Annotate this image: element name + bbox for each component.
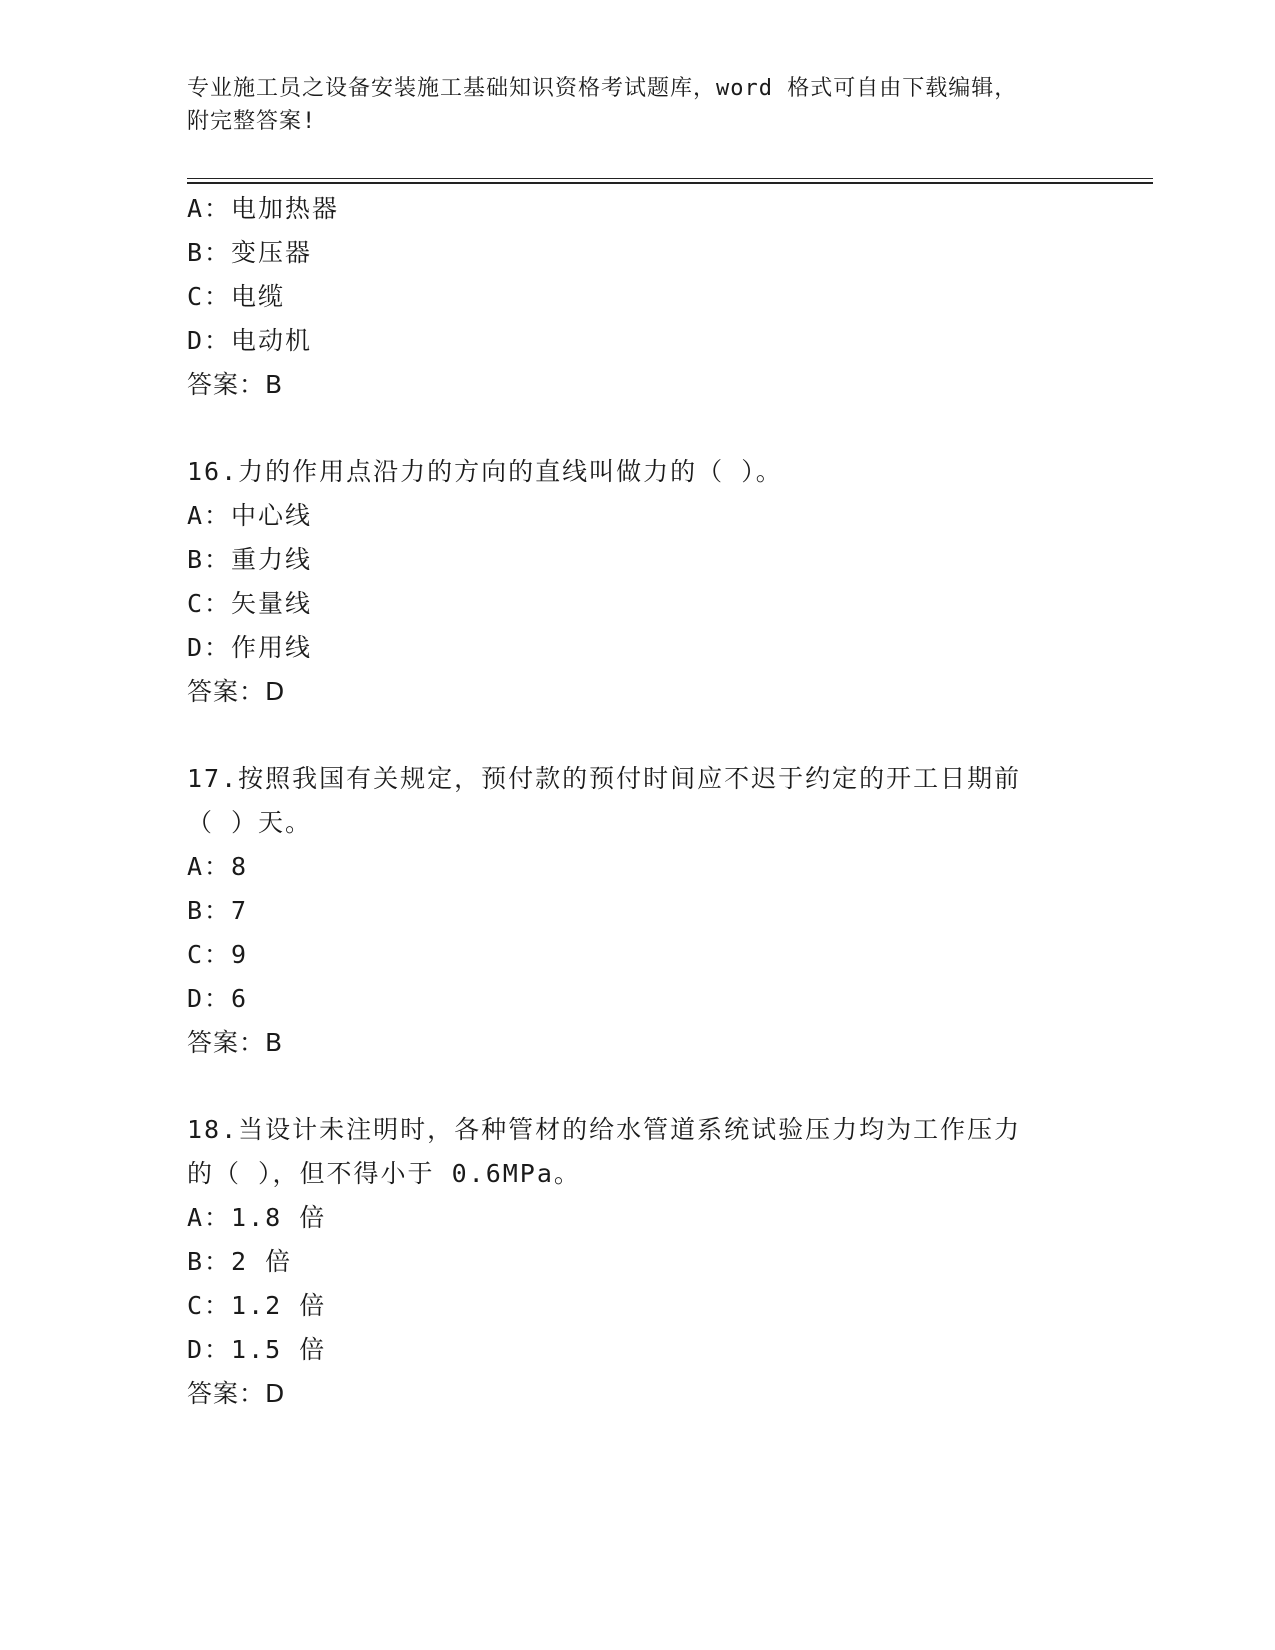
document-header: [187, 72, 1067, 138]
q16-stem: 16.力的作用点沿力的方向的直线叫做力的（ ）。: [187, 457, 783, 486]
header-divider-thin: [187, 178, 1153, 179]
q18-option-b: B：2 倍: [187, 1247, 293, 1276]
q17-option-b: B：7: [187, 896, 249, 925]
q15-option-a: A：电加热器: [187, 194, 340, 223]
q17-answer: 答案：B: [187, 1028, 284, 1057]
q17-option-a: A：8: [187, 852, 249, 881]
q16-option-a: A：中心线: [187, 501, 313, 530]
q16-option-d: D：作用线: [187, 633, 313, 662]
q18-option-d: D：1.5 倍: [187, 1335, 327, 1364]
q15-option-b: B：变压器: [187, 238, 313, 267]
q18-stem-line-2: 的（ ），但不得小于 0.6MPa。: [187, 1159, 581, 1188]
header-line-2: 附完整答案!: [187, 109, 317, 134]
q17-stem-line-1: 17.按照我国有关规定，预付款的预付时间应不迟于约定的开工日期前: [187, 764, 1022, 793]
q17-option-d: D：6: [187, 984, 249, 1013]
q18-option-c: C：1.2 倍: [187, 1291, 327, 1320]
q18-option-a: A：1.8 倍: [187, 1203, 327, 1232]
q18-answer: 答案：D: [187, 1379, 286, 1408]
q17-option-c: C：9: [187, 940, 249, 969]
q16-option-c: C：矢量线: [187, 589, 313, 618]
q15-option-c: C：电缆: [187, 282, 286, 311]
q16-answer: 答案：D: [187, 677, 286, 706]
q16-option-b: B：重力线: [187, 545, 313, 574]
q15-option-d: D：电动机: [187, 326, 313, 355]
q18-stem-line-1: 18.当设计未注明时，各种管材的给水管道系统试验压力均为工作压力: [187, 1115, 1022, 1144]
q17-stem-line-2: （ ）天。: [187, 808, 313, 837]
header-line-1: 专业施工员之设备安装施工基础知识资格考试题库，word 格式可自由下载编辑，: [187, 76, 1018, 101]
header-divider-thick: [187, 182, 1153, 184]
q15-answer: 答案：B: [187, 370, 284, 399]
